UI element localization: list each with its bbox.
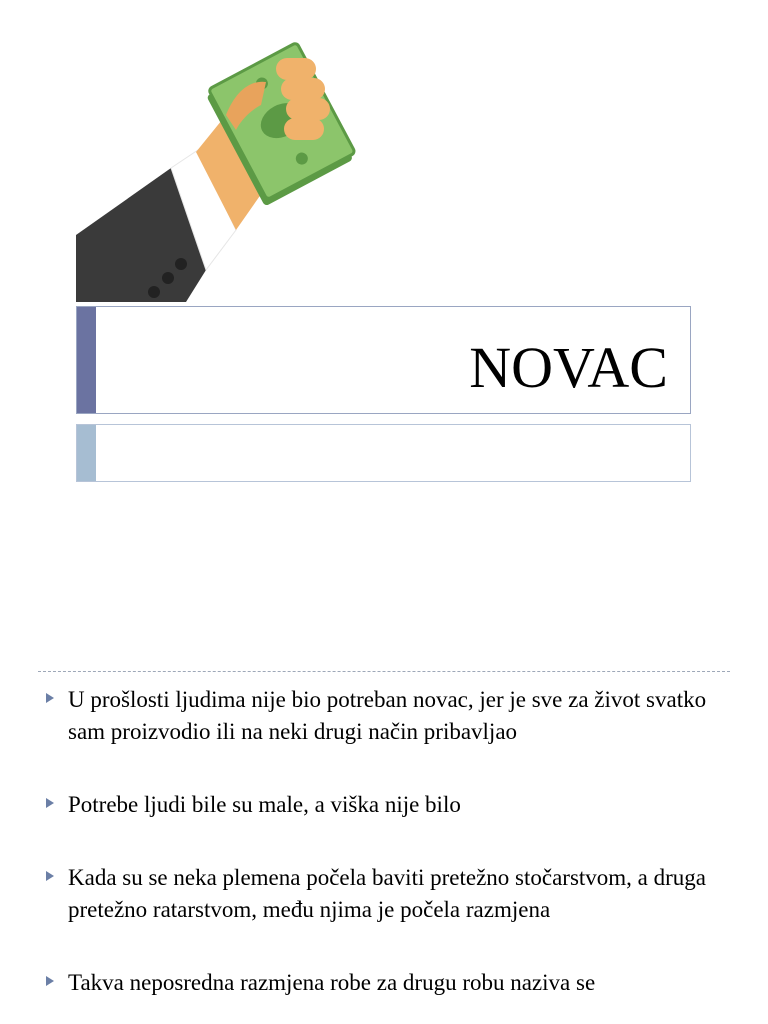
bullet-text: Takva neposredna razmjena robe za drugu robu naziva se: [68, 970, 596, 995]
slide-separator: [38, 671, 730, 672]
triangle-bullet-icon: [46, 871, 54, 881]
list-item: [44, 862, 734, 926]
page-title: NOVAC: [469, 335, 668, 400]
triangle-bullet-icon: [46, 976, 54, 986]
bullet-list: [44, 684, 734, 1024]
bullet-text: Kada su se neka plemena počela baviti pretežno stočarstvom, a druga pretežno ratarstvom, među njima je počela razmjena: [68, 865, 707, 922]
title-box: [76, 306, 691, 414]
bullet-text: Potrebe ljudi bile su male, a viška nije bilo: [68, 792, 461, 817]
subtitle-accent-bar: [77, 425, 96, 481]
list-item: [44, 789, 734, 821]
triangle-bullet-icon: [46, 693, 54, 703]
title-accent-bar: [77, 307, 96, 413]
hand-holding-money-icon: [76, 20, 356, 302]
list-item: [44, 684, 734, 748]
triangle-bullet-icon: [46, 798, 54, 808]
subtitle-box: [76, 424, 691, 482]
list-item: [44, 967, 734, 999]
bullet-text: U prošlosti ljudima nije bio potreban novac, jer je sve za život svatko sam proizvodio ili na neki drugi način pribavljao: [68, 687, 707, 744]
